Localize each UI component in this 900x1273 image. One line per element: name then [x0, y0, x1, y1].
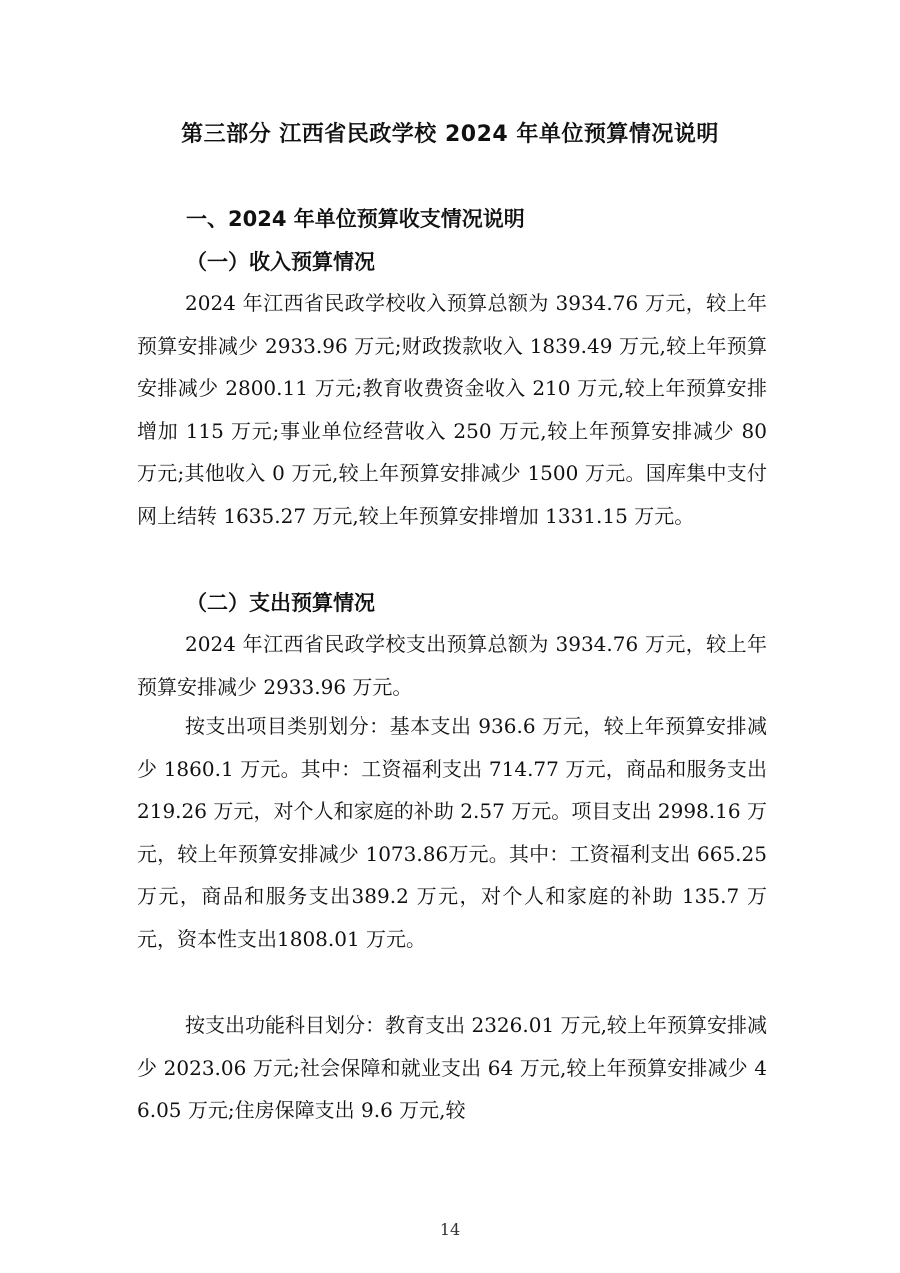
page-number: 14	[439, 1220, 461, 1239]
income-paragraph: 2024 年江西省民政学校收入预算总额为 3934.76 万元，较上年预算安排减少 2933.96 万元;财政拨款收入 1839.49 万元,较上年预算安排减少 2800.11 万元;教育收费资金收入 210 万元,较上年预算安排增加 115 万元;事业单位经营收入 250 万元,较上年预算安排减少 80 万元;其他收入 0 万元,较上年预算安排减少 1500 万元。国库集中支付网上结转 1635.27 万元,较上年预算安排增加 1331.15 万元。	[137, 291, 767, 528]
income-heading: （一）收入预算情况	[186, 250, 375, 274]
expense-heading: （二）支出预算情况	[186, 591, 375, 615]
document-title: 第三部分 江西省民政学校 2024 年单位预算情况说明	[181, 122, 719, 147]
expense-total-paragraph: 2024 年江西省民政学校支出预算总额为 3934.76 万元，较上年预算安排减少 2933.96 万元。	[137, 632, 767, 699]
section-heading: 一、2024 年单位预算收支情况说明	[186, 207, 525, 231]
expense-by-function-paragraph: 按支出功能科目划分：教育支出 2326.01 万元,较上年预算安排减少 2023.06 万元;社会保障和就业支出 64 万元,较上年预算安排减少 46.05 万元;住房保障支出 9.6 万元,较	[137, 1013, 767, 1123]
expense-by-category-paragraph: 按支出项目类别划分：基本支出 936.6 万元，较上年预算安排减少 1860.1 万元。其中：工资福利支出 714.77 万元，商品和服务支出 219.26 万元，对个人和家庭的补助 2.57 万元。项目支出 2998.16 万元，较上年预算安排减少 1073.86万元。其中：工资福利支出 665.25 万元，商品和服务支出389.2 万元，对个人和家庭的补助 135.7 万元，资本性支出1808.01 万元。	[137, 714, 767, 951]
